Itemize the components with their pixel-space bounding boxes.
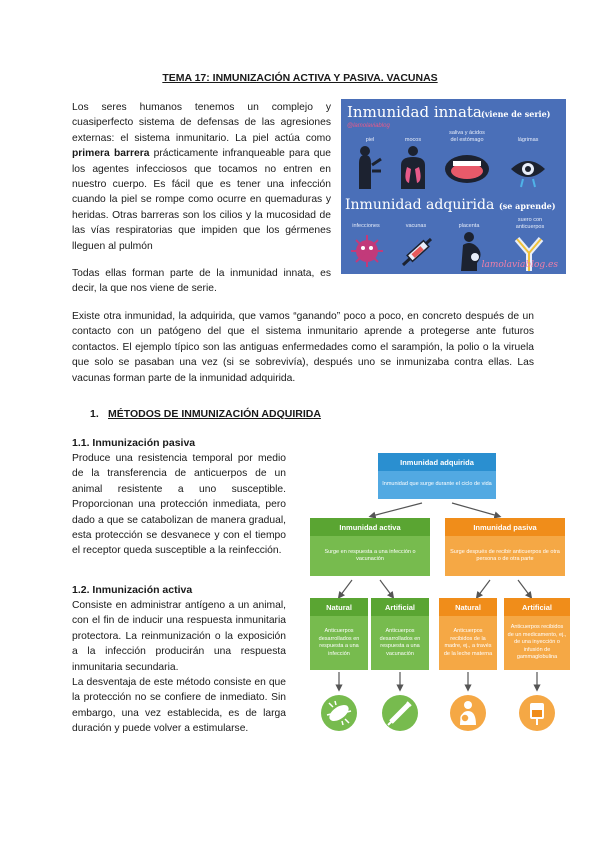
flow-pasiva-title: Inmunidad pasiva	[445, 518, 565, 536]
section-heading	[90, 408, 321, 420]
leaf-1-body: Anticuerpos desarrollados en respuesta a una infección	[310, 616, 368, 670]
intro-text-before: Los seres humanos tenemos un complejo y cuasiperfecto sistema de defensas de las agresiones externas: el sistema inmunitario. La piel actúa como	[72, 102, 331, 144]
innata-paragraph: Todas ellas forman parte de la inmunidad innata, es decir, la que nos viene de serie.	[72, 268, 331, 295]
adquirida-heading: Inmunidad adquirida	[345, 197, 495, 213]
pregnancy-icon	[461, 232, 481, 271]
breastfeeding-icon	[450, 695, 486, 731]
syringe-icon	[382, 695, 418, 731]
virus-icon	[351, 235, 383, 267]
flow-pasiva-body: Surge después de recibir anticuerpos de otra persona o de otra parte	[445, 536, 565, 576]
flow-root-body: Inmunidad que surge durante el ciclo de vida	[378, 471, 496, 499]
arrow-activa-to-natural	[340, 580, 352, 596]
intro-bold-text: primera barrera	[72, 148, 150, 160]
innata-subheading: (viene de serie)	[481, 109, 551, 119]
flow-activa-body: Surge en respuesta a una infección o vacunación	[310, 536, 430, 576]
label-mocos: mocos	[404, 137, 422, 143]
iv-bag-icon	[519, 695, 555, 731]
mouth-icon	[445, 155, 489, 183]
label-suero: suero con anticuerpos	[515, 217, 545, 230]
flow-pasiva-box	[445, 518, 565, 576]
page-title: TEMA 17: INMUNIZACIÓN ACTIVA Y PASIVA. VACUNAS	[162, 72, 438, 84]
label-vacunas: vacunas	[405, 223, 427, 229]
flow-activa-box	[310, 518, 430, 576]
leaf-3-title: Natural	[439, 598, 497, 616]
skin-icon	[359, 146, 381, 189]
infographic-footer: lamolaviablog.es	[481, 260, 558, 270]
leaf-2-body: Anticuerpos desarrollados en respuesta a una vacunación	[371, 616, 429, 670]
pasiva-paragraph: Produce una resistencia temporal por medio de la transferencia de anticuerpos de un animal resistente a uno susceptible. Proporcionan una protección inmediata, pero dado a que se catabolizan de manera gradual, esta protección se desvanece y con el tiempo el receptor queda susceptible a la reinfección.	[72, 453, 286, 557]
bacteria-icon	[321, 695, 357, 731]
activa-text-2: La desventaja de este método consiste en que la protección no se confiere de inmediato. Sin embargo, una vez establecida, es de larga duración y puede volver a estimularse.	[72, 677, 286, 735]
section-title-text: MÉTODOS DE INMUNIZACIÓN ADQUIRIDA	[108, 408, 321, 420]
flow-leaf-activa-artificial	[371, 598, 429, 670]
intro-paragraph	[72, 100, 331, 254]
section-number: 1.	[90, 408, 99, 420]
innata-icons	[341, 145, 566, 195]
adquirida-subheading: (se aprende)	[499, 201, 556, 211]
pasiva-heading: 1.1. Inmunización pasiva	[72, 437, 196, 449]
leaf-4-title: Artificial	[504, 598, 570, 616]
infographic-handle: @lamolaviablog	[347, 123, 390, 129]
arrow-activa-to-artificial	[380, 580, 392, 596]
leaf-2-title: Artificial	[371, 598, 429, 616]
arrow-root-to-pasiva	[452, 503, 498, 516]
flow-leaf-activa-natural	[310, 598, 368, 670]
innata-heading: Inmunidad innata	[347, 103, 482, 121]
syringe-icon	[403, 239, 431, 265]
activa-paragraph	[72, 598, 286, 737]
adquirida-paragraph: Existe otra inmunidad, la adquirida, que vamos “ganando” poco a poco, en concreto después de un contacto con un patógeno del que el sistema inmunitario aprende a protegerse ante futuros contactos. El ejemplo típico son las antiguas enfermedades como el sarampión, la polio o la viruela que solo se pasaban una vez (si se sobrevivía), después uno se inmunizaba contra ellas. Las vacunas forman parte de la inmunidad adquirida.	[72, 311, 534, 384]
flow-leaf-pasiva-artificial	[504, 598, 570, 670]
immunity-flowchart	[300, 450, 575, 755]
label-saliva: saliva y ácidos del estómago	[449, 130, 485, 143]
lungs-icon	[401, 146, 425, 189]
arrow-pasiva-to-artificial	[518, 580, 530, 596]
label-lagrimas: lágrimas	[517, 137, 539, 143]
arrow-root-to-activa	[372, 503, 422, 516]
leaf-3-body: Anticuerpos recibidos de la madre, ej., a través de la leche materna	[439, 616, 497, 670]
flow-leaf-pasiva-natural	[439, 598, 497, 670]
label-piel: piel	[365, 137, 375, 143]
flow-activa-title: Inmunidad activa	[310, 518, 430, 536]
intro-text-after: prácticamente infranqueable para que los agentes infecciosos que tocamos no entren en nuestro cuerpo. Es fácil que es tener una infección cuando la piel se rompe como ocurre en quemaduras y heridas. Otras barreras son los cilios y la mucosidad de las vías respiratorias que impiden que los gérmenes lleguen al pulmón	[72, 148, 331, 252]
label-infecciones: infecciones	[352, 223, 380, 229]
immunity-infographic	[341, 99, 566, 274]
flow-root-box	[378, 453, 496, 499]
leaf-4-body: Anticuerpos recibidos de un medicamento, ej., de una inyección o infusión de gammaglobulina	[504, 616, 570, 670]
leaf-1-title: Natural	[310, 598, 368, 616]
label-placenta: placenta	[458, 223, 480, 229]
eye-icon	[511, 161, 545, 187]
activa-text-1: Consiste en administrar antígeno a un animal, con el fin de inducir una respuesta inmunitaria protectora. La reinmunización o la exposición a la infección producirán una respuesta inmunitaria secundaria.	[72, 600, 286, 673]
arrow-pasiva-to-natural	[478, 580, 490, 596]
activa-heading: 1.2. Inmunización activa	[72, 584, 193, 596]
flow-root-title: Inmunidad adquirida	[378, 453, 496, 471]
